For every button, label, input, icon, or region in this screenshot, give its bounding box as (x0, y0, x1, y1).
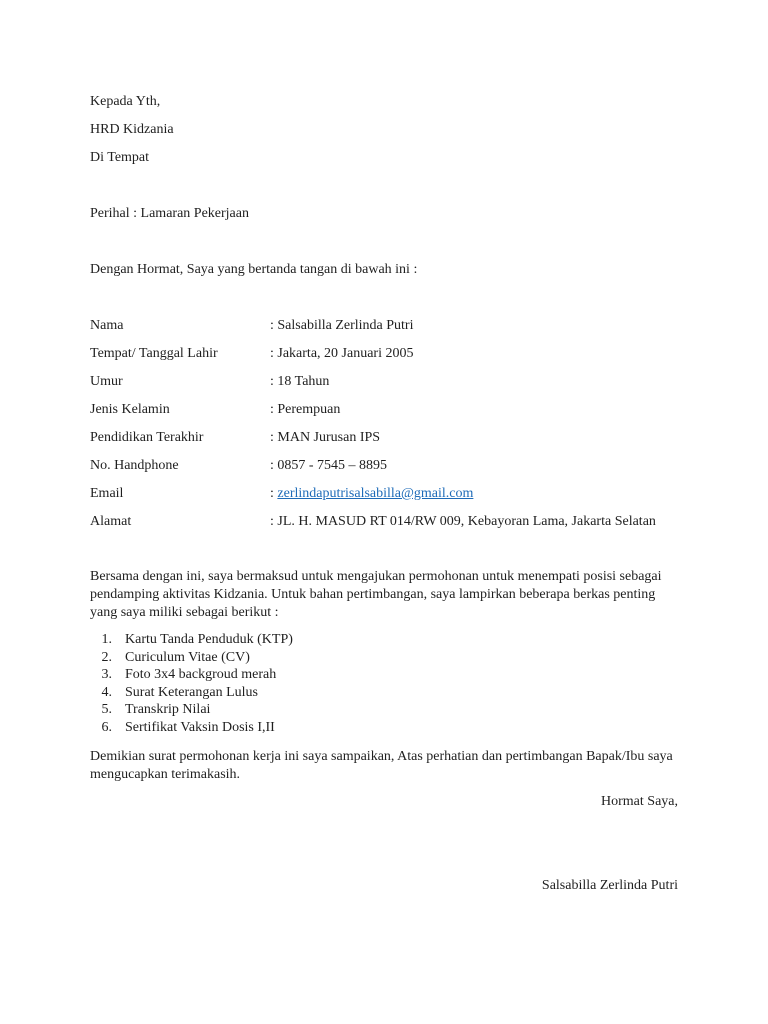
field-label: No. Handphone (90, 458, 179, 473)
field-row-phone (90, 456, 690, 484)
list-number: 5. (101, 702, 112, 718)
closing-text: Hormat Saya, (601, 794, 678, 809)
field-value: : Jakarta, 20 Januari 2005 (270, 346, 414, 361)
recipient-line-2: HRD Kidzania (90, 122, 174, 137)
field-row-name (90, 316, 690, 344)
list-text: Surat Keterangan Lulus (125, 684, 258, 700)
list-item (90, 719, 293, 737)
field-label: Pendidikan Terakhir (90, 430, 204, 445)
list-text: Foto 3x4 backgroud merah (125, 667, 277, 683)
list-item (90, 666, 293, 684)
greeting-line: Dengan Hormat, Saya yang bertanda tangan di bawah ini : (90, 262, 418, 277)
field-label: Umur (90, 374, 123, 389)
field-row-email (90, 484, 690, 512)
field-value: : MAN Jurusan IPS (270, 430, 381, 445)
field-label: Jenis Kelamin (90, 402, 170, 417)
field-value: : JL. H. MASUD RT 014/RW 009, Kebayoran Lama, Jakarta Selatan (270, 514, 656, 529)
field-row-birth (90, 344, 690, 372)
list-text: Kartu Tanda Penduduk (KTP) (125, 632, 293, 647)
field-row-address (90, 512, 690, 540)
subject-line: Perihal : Lamaran Pekerjaan (90, 206, 249, 221)
field-value: : 18 Tahun (270, 374, 330, 389)
list-text: Transkrip Nilai (125, 702, 211, 718)
field-label: Nama (90, 318, 124, 333)
recipient-line-3: Di Tempat (90, 150, 150, 165)
list-number: 2. (101, 649, 112, 665)
field-label: Email (90, 486, 124, 501)
personal-details (90, 316, 690, 540)
field-row-gender (90, 400, 690, 428)
list-number: 4. (101, 684, 112, 700)
field-row-age (90, 372, 690, 400)
attachment-list (90, 631, 293, 737)
recipient-block (90, 92, 174, 176)
field-label: Alamat (90, 514, 132, 529)
body-paragraph-1: Bersama dengan ini, saya bermaksud untuk mengajukan permohonan untuk menempati posisi sebagai pendamping aktivitas Kidzania. Untuk bahan pertimbangan, saya lampirkan beberapa berkas penting yang saya miliki sebagai berikut : (90, 569, 662, 620)
field-label: Tempat/ Tanggal Lahir (90, 346, 218, 361)
body-paragraph-2: Demikian surat permohonan kerja ini saya sampaikan, Atas perhatian dan pertimbangan Bapak/Ibu saya mengucapkan terimakasih. (90, 749, 673, 782)
list-item (90, 684, 293, 702)
field-row-education (90, 428, 690, 456)
recipient-line-1: Kepada Yth, (90, 94, 161, 109)
list-number: 1. (101, 632, 112, 647)
list-item (90, 649, 293, 667)
list-text: Sertifikat Vaksin Dosis I,II (125, 719, 275, 735)
email-link[interactable]: zerlindaputrisalsabilla@gmail.com (277, 486, 474, 501)
list-item (90, 631, 293, 649)
field-value: : Salsabilla Zerlinda Putri (270, 318, 414, 333)
field-value-prefix: : (270, 486, 278, 501)
list-number: 6. (101, 719, 112, 735)
signature-name: Salsabilla Zerlinda Putri (541, 878, 678, 893)
field-value: : Perempuan (270, 402, 341, 417)
list-text: Curiculum Vitae (CV) (125, 649, 250, 665)
field-value: : 0857 - 7545 – 8895 (270, 458, 388, 473)
list-item (90, 701, 293, 719)
list-number: 3. (101, 667, 112, 683)
